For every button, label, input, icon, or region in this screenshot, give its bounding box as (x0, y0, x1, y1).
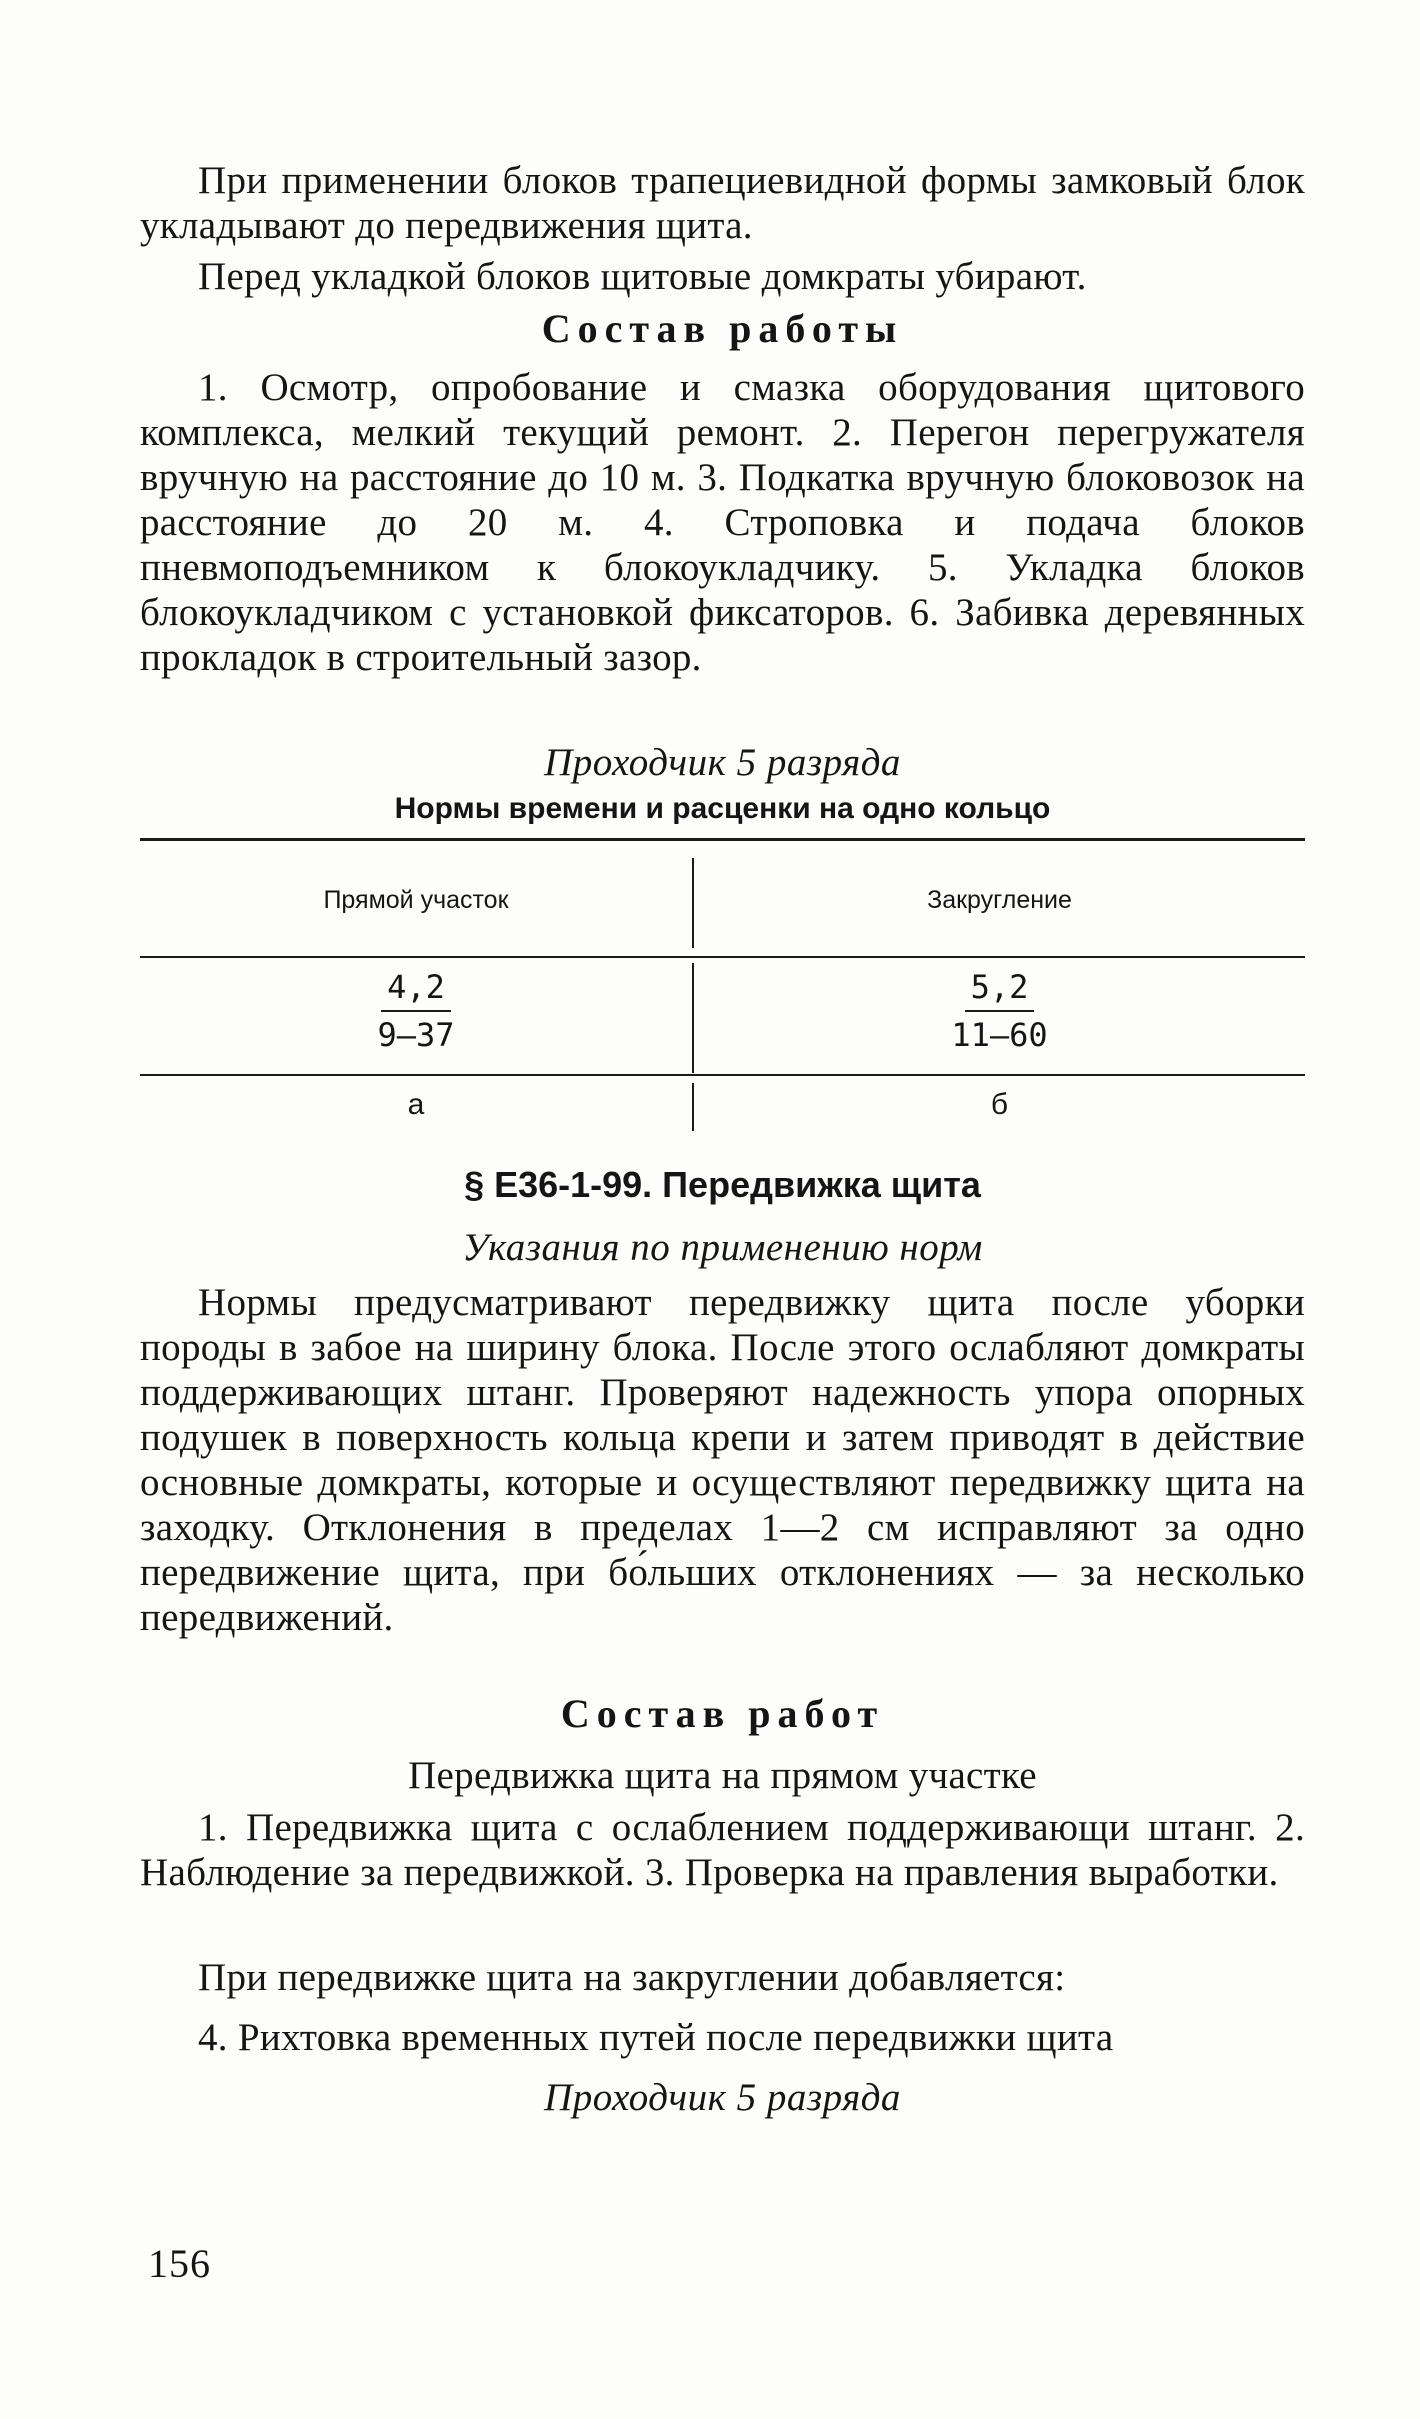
intro-block (140, 158, 1305, 299)
section-title: § Е36-1-99. Передвижка щита (464, 1164, 981, 1205)
worker-category: Проходчик 5 разряда (544, 741, 901, 784)
table-title: Нормы времени и расценки на одно кольцо (394, 792, 1051, 825)
column-letter-b: б (990, 1088, 1009, 1121)
table-bottom-rule (140, 1074, 1305, 1076)
table-top-rule (140, 838, 1305, 841)
intro-paragraph-1: При применении блоков трапециевидной формы замковый блок укладывают до передвижения щита. (140, 159, 1305, 247)
curve-time-norm: 5,2 (965, 968, 1035, 1012)
intro-paragraph-2: Перед укладкой блоков щитовые домкраты убирают. (198, 255, 1087, 298)
norms-table (140, 838, 1305, 1128)
works-composition-heading: Состав работ (560, 1691, 885, 1736)
application-notes-heading: Указания по применению норм (462, 1226, 983, 1269)
table-header-rule (140, 956, 1305, 958)
curve-price: 11—60 (951, 1016, 1048, 1054)
straight-section-work-text: 1. Передвижка щита с ослаблением поддерживающи штанг. 2. Наблюдение за передвижкой. 3. Проверка на правления выработки. (140, 1806, 1305, 1894)
worker-category-2: Проходчик 5 разряда (544, 2076, 901, 2119)
application-notes-text: Нормы предусматривают передвижку щита после уборки породы в забое на ширину блока. После этого ослабляют домкраты поддерживающих штанг. Проверяют надежность упора опорных подушек в поверхность кольца крепи и затем приводят в действие основные домкраты, которые и осуществляют передвижку щита на заходку. Отклонения в пределах 1—2 см исправляют за одно передвижение щита, при бо́льших отклонениях — за несколько передвижений. (140, 1281, 1305, 1639)
header-straight-section: Прямой участок (323, 886, 509, 914)
cell-straight-norm (140, 968, 692, 1054)
page-number: 156 (148, 2241, 211, 2286)
column-letter-a: а (407, 1088, 425, 1121)
work-composition-heading: Состав работы (541, 306, 904, 351)
curve-additional-item: 4. Рихтовка временных путей после передвижки щита (198, 2016, 1114, 2059)
work-composition-text: 1. Осмотр, опробование и смазка оборудования щитового комплекса, мелкий текущий ремонт. 2. Перегон перегружателя вручную на расстояние до 10 м. 3. Подкатка вручную блоковозок на расстояние до 20 м. 4. Строповка и подача блоков пневмоподъемником к блокоукладчику. 5. Укладка блоков блокоукладчиком с установкой фиксаторов. 6. Забивка деревянных прокладок в строительный зазор. (140, 366, 1305, 679)
cell-curve-norm (694, 968, 1305, 1054)
straight-time-norm: 4,2 (381, 968, 451, 1012)
curve-additional-text: При передвижке щита на закруглении добавляется: (198, 1956, 1066, 1999)
straight-price: 9—37 (377, 1016, 455, 1054)
header-curve-section: Закругление (927, 886, 1072, 914)
straight-section-subheading: Передвижка щита на прямом участке (408, 1754, 1037, 1797)
